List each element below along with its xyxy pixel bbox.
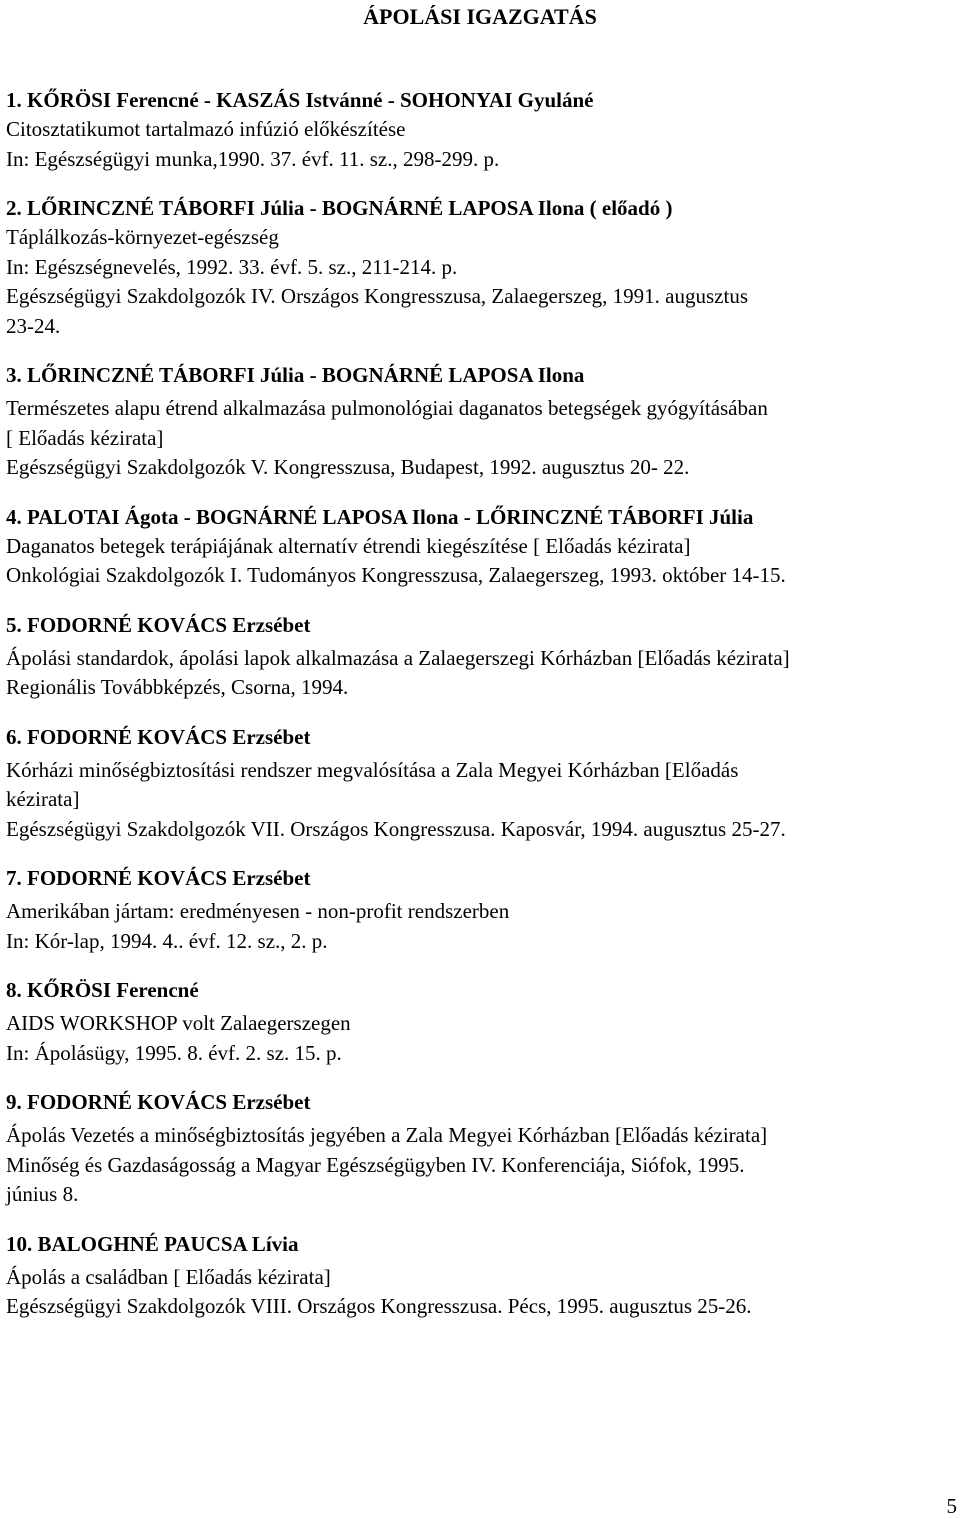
bibliography-entry [6,723,950,845]
entry-authors: 7. FODORNÉ KOVÁCS Erzsébet [6,866,311,890]
entry-line: Amerikában jártam: eredményesen - non-profit rendszerben [6,899,510,923]
entry-line: Kórházi minőségbiztosítási rendszer megvalósítása a Zala Megyei Kórházban [Előadás [6,757,739,782]
entry-line: Ápolási standardok, ápolási lapok alkalmazása a Zalaegerszegi Kórházban [Előadás kézirata] [6,645,790,670]
bibliography-entry [6,976,950,1068]
bibliography-entry [6,86,950,174]
entry-authors: 6. FODORNÉ KOVÁCS Erzsébet [6,724,311,749]
entry-line: In: Egészségügyi munka,1990. 37. évf. 11. sz., 298-299. p. [6,146,500,171]
entry-line: Egészségügyi Szakdolgozók VIII. Országos Kongresszusa. Pécs, 1995. augusztus 25-26. [6,1294,752,1318]
entry-line: Ápolás Vezetés a minőségbiztosítás jegyében a Zala Megyei Kórházban [Előadás kézirata] [6,1123,768,1147]
entry-line: In: Ápolásügy, 1995. 8. évf. 2. sz. 15. p. [6,1040,342,1065]
entry-line: Egészségügyi Szakdolgozók VII. Országos Kongresszusa. Kaposvár, 1994. augusztus 25-27. [6,816,786,841]
entry-line: Természetes alapu étrend alkalmazása pulmonológiai daganatos betegségek gyógyításában [6,396,768,420]
entry-line: Ápolás a családban [ Előadás kézirata] [6,1264,331,1289]
entry-line: In: Egészségnevelés, 1992. 33. évf. 5. sz., 211-214. p. [6,254,458,279]
bibliography-entry [6,503,950,591]
entry-line: Onkológiai Szakdolgozók I. Tudományos Kongresszusa, Zalaegerszeg, 1993. október 14-15. [6,563,786,587]
entry-line: 23-24. [6,313,61,338]
entry-line: AIDS WORKSHOP volt Zalaegerszegen [6,1011,351,1035]
entry-authors: 4. PALOTAI Ágota - BOGNÁRNÉ LAPOSA Ilona - LŐRINCZNÉ TÁBORFI Júlia [6,504,754,529]
entry-line: Minőség és Gazdaságosság a Magyar Egészségügyben IV. Konferenciája, Siófok, 1995. [6,1152,745,1177]
entry-authors: 9. FODORNÉ KOVÁCS Erzsébet [6,1090,311,1114]
entry-authors: 2. LŐRINCZNÉ TÁBORFI Júlia - BOGNÁRNÉ LAPOSA Ilona ( előadó ) [6,196,673,220]
bibliography-entry [6,361,950,483]
bibliography-entry [6,194,950,341]
page-number: 5 [946,1494,957,1518]
entry-line: Egészségügyi Szakdolgozók V. Kongresszusa, Budapest, 1992. augusztus 20- 22. [6,455,690,479]
bibliography-entry [6,1088,950,1210]
entry-line: [ Előadás kézirata] [6,425,164,450]
entry-line: In: Kór-lap, 1994. 4.. évf. 12. sz., 2. p. [6,928,328,953]
page-title: ÁPOLÁSI IGAZGATÁS [363,4,597,29]
entry-line: kézirata] [6,787,80,811]
bibliography-entry [6,611,950,703]
entry-line: Daganatos betegek terápiájának alternatív étrendi kiegészítése [ Előadás kézirata] [6,533,691,558]
bibliography-entry [6,864,950,956]
entry-line: június 8. [6,1182,79,1206]
entry-line: Táplálkozás-környezet-egészség [6,225,279,249]
entry-authors: 10. BALOGHNÉ PAUCSA Lívia [6,1231,299,1256]
entry-line: Citosztatikumot tartalmazó infúzió előkészítése [6,117,406,141]
bibliography-list [6,86,950,1342]
entry-authors: 8. KŐRÖSI Ferencné [6,978,199,1002]
entry-authors: 1. KŐRÖSI Ferencné - KASZÁS Istvánné - SOHONYAI Gyuláné [6,88,594,112]
bibliography-entry [6,1230,950,1322]
entry-line: Regionális Továbbképzés, Csorna, 1994. [6,675,349,699]
entry-line: Egészségügyi Szakdolgozók IV. Országos Kongresszusa, Zalaegerszeg, 1991. augusztus [6,284,749,308]
entry-authors: 3. LŐRINCZNÉ TÁBORFI Júlia - BOGNÁRNÉ LAPOSA Ilona [6,363,585,387]
entry-authors: 5. FODORNÉ KOVÁCS Erzsébet [6,612,311,637]
